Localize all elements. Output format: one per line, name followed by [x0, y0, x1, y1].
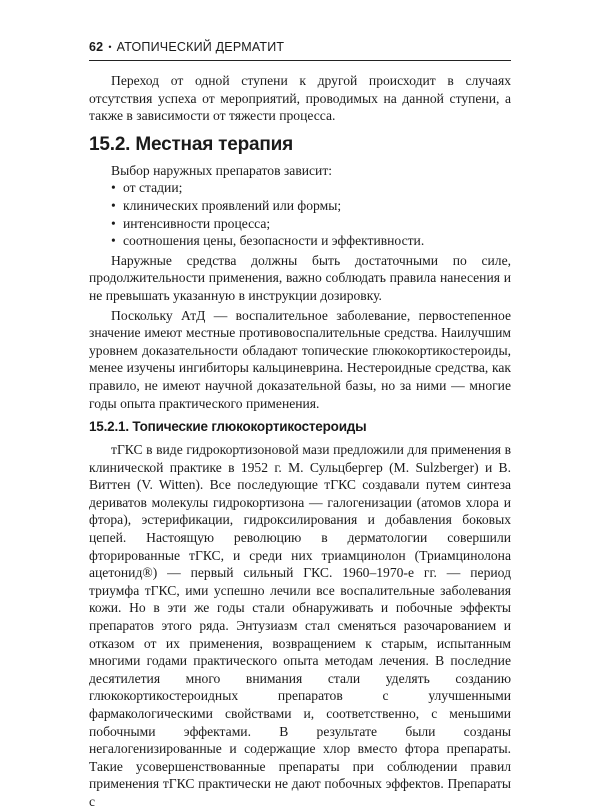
bullet-icon: •	[111, 215, 116, 231]
list-item-text: клинических проявлений или формы;	[123, 197, 342, 213]
list-item	[111, 215, 511, 233]
choice-intro: Выбор наружных препаратов зависит:	[111, 162, 333, 178]
section-title: 15.2. Местная терапия	[89, 133, 294, 155]
list-item	[111, 179, 511, 197]
bullet-icon: •	[111, 233, 116, 249]
paragraph-atd: Поскольку АтД — воспалительное заболевание, первостепенное значение имеют местные противовоспалительные средства. Наилучшим уровнем доказательности обладают топические глюкокортикостероиды, менее изучены ингибиторы кальциневрина. Нестероидные средства, как правило, не имеют научной доказательной базы, но за ними — многие годы опыта практического применения.	[89, 307, 511, 411]
header-rule	[89, 60, 511, 61]
running-header	[89, 40, 511, 60]
list-item-text: интенсивности процесса;	[123, 215, 271, 231]
list-item-text: соотношения цены, безопасности и эффективности.	[123, 233, 425, 249]
paragraph-tgks-history: тГКС в виде гидрокортизоновой мази предложили для применения в клинической практике в 1952 г. М. Сульцбергер (M. Sulzberger) и В. Виттен (V. Witten). Все последующие тГКС создавали путем синтеза дериватов молекулы гидрокортизона — галогенизации (атомов хлора и фтора), эстерификации, гидроксилирования и добавления боковых цепей. Настоящую революцию в дерматологии совершили фторированные тГКС, и среди них триамцинолон (Триамцинолона ацетонид®) — первый сильный ГКС. 1960–1970-е гг. — период триумфа тГКС, ими успешно лечили все воспалительные заболевания кожи. Но в эти же годы стали обнаруживать и побочные эффекты препаратов этого ряда. Энтузиазм стал сменяться разочарованием и отказом от их применения, возвращением к старым, испытанным многими годами практического опыта методам лечения. В последние десятилетия много внимания стали уделять созданию глюкокортикостероидных препаратов с улучшенными фармакологическими свойствами и, соответственно, с меньшими побочными эффектами. В результате были созданы негалогенизированные и содержащие хлор вместо фтора препараты. Такие усовершенствованные препараты при соблюдении правил применения тГКС практически не дают побочных эффектов. Препараты с	[89, 442, 511, 809]
list-item	[111, 232, 511, 250]
page-body	[89, 72, 511, 811]
subsection-title: 15.2.1. Топические глюкокортикостероиды	[89, 419, 367, 435]
paragraph-external-agents: Наружные средства должны быть достаточными по силе, продолжительности применения, важно соблюдать правила нанесения и не превышать указанную в инструкции дозировку.	[89, 252, 511, 303]
paragraph-step-transition: Переход от одной ступени к другой происходит в случаях отсутствия успеха от мероприятий, проводимых на данной ступени, а также в зависимости от тяжести процесса.	[89, 73, 511, 124]
factor-list	[89, 179, 511, 249]
bullet-icon: •	[111, 197, 116, 213]
bullet-icon: •	[111, 180, 116, 196]
list-item-text: от стадии;	[123, 180, 183, 196]
list-item	[111, 197, 511, 215]
page-number: 62	[89, 40, 104, 54]
running-title: АТОПИЧЕСКИЙ ДЕРМАТИТ	[116, 40, 285, 54]
header-separator: •	[108, 42, 112, 52]
